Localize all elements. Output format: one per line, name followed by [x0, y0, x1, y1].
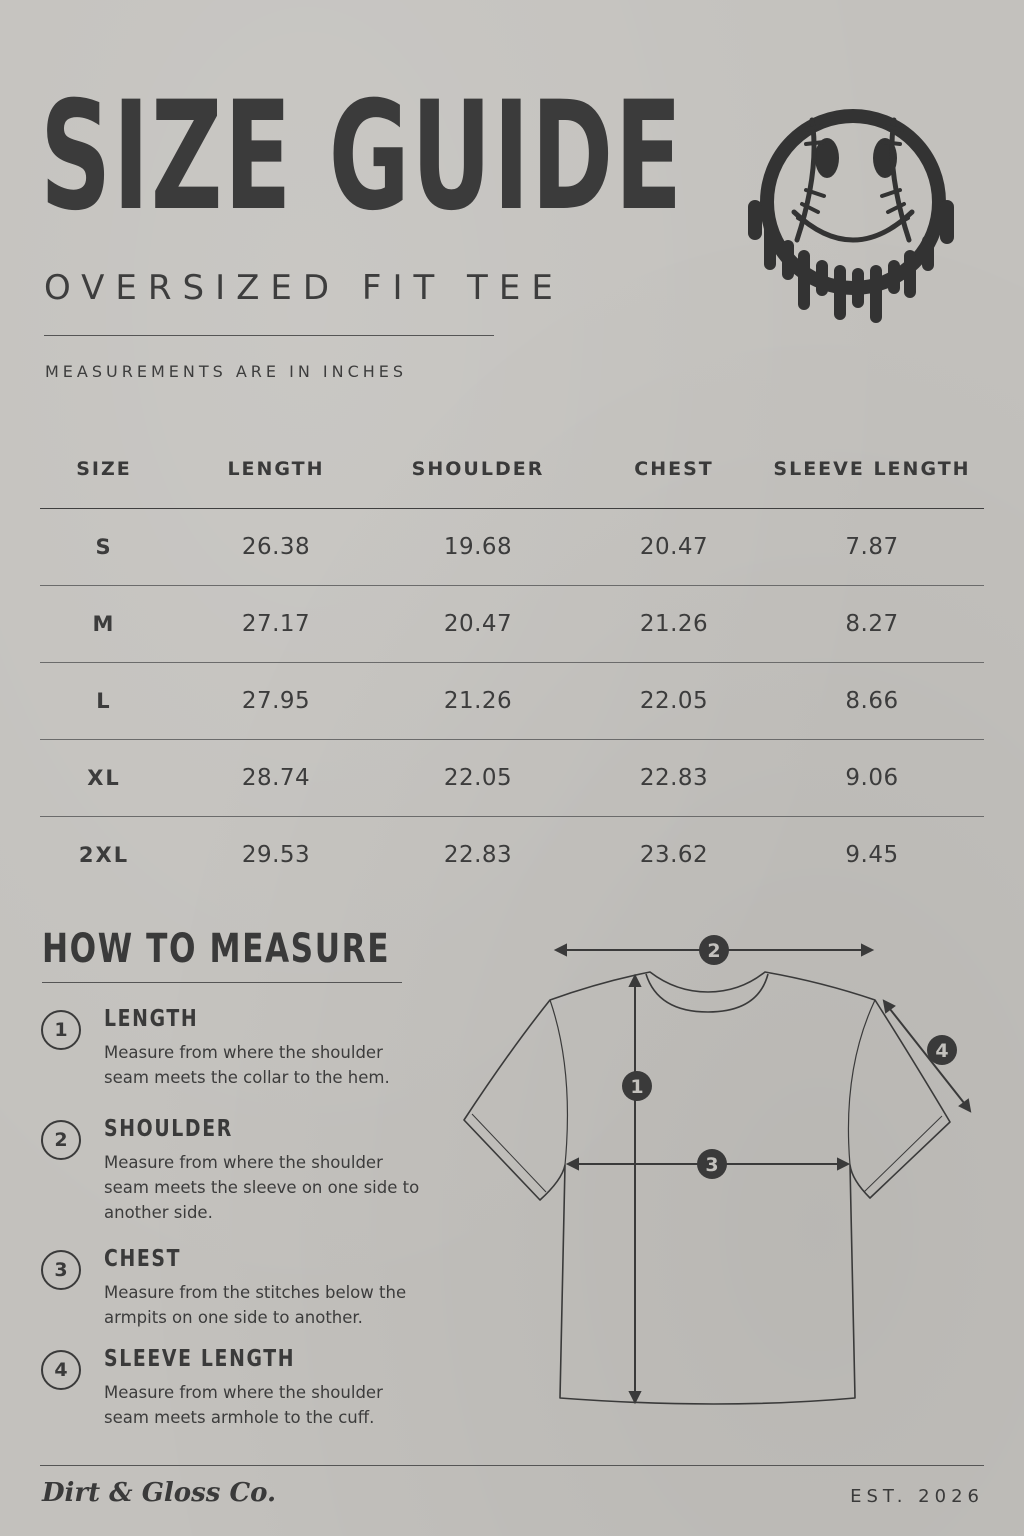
tshirt-outline	[464, 972, 950, 1404]
diagram-marker-2	[699, 935, 729, 965]
shoulder-cell: 21.26	[443, 688, 513, 714]
diagram-marker-3	[697, 1149, 727, 1179]
diagram-marker-1	[622, 1071, 652, 1101]
step-description: Measure from where the shoulder seam meets the sleeve on one side to another side.	[104, 1153, 420, 1222]
size-cell: XL	[87, 766, 121, 790]
size-cell: 2XL	[78, 843, 130, 867]
step-heading: CHEST	[104, 1246, 182, 1272]
step-heading: SHOULDER	[104, 1116, 233, 1142]
sleeve-length-cell: 8.27	[845, 611, 899, 637]
size-cell: M	[92, 612, 116, 636]
sleeve-length-cell: 9.45	[845, 842, 899, 868]
table-row	[40, 663, 984, 740]
column-header-shoulder: SHOULDER	[411, 458, 545, 480]
table-row	[40, 817, 984, 893]
footer-divider	[40, 1465, 984, 1466]
column-header-chest: CHEST	[634, 458, 714, 480]
column-header-size: SIZE	[76, 458, 132, 480]
length-cell: 26.38	[241, 534, 311, 560]
length-cell: 27.17	[241, 611, 311, 637]
length-cell: 28.74	[241, 765, 311, 791]
step-description: Measure from where the shoulder seam meets the collar to the hem.	[104, 1043, 390, 1087]
chest-cell: 22.83	[639, 765, 709, 791]
shoulder-cell: 22.83	[443, 842, 513, 868]
svg-text:1: 1	[630, 1076, 644, 1098]
tshirt-measurement-diagram	[450, 930, 990, 1420]
table-row	[40, 740, 984, 817]
length-cell: 29.53	[241, 842, 311, 868]
step-number-badge: 4	[41, 1350, 81, 1390]
step-heading: LENGTH	[104, 1006, 199, 1032]
step-heading: SLEEVE LENGTH	[104, 1346, 296, 1372]
column-header-length: LENGTH	[227, 458, 325, 480]
sleeve-length-cell: 8.66	[845, 688, 899, 714]
svg-text:4: 4	[935, 1040, 949, 1062]
brand-logo-text: Dirt & Gloss Co.	[42, 1478, 277, 1508]
step-number-badge: 3	[41, 1250, 81, 1290]
how-to-measure-title: HOW TO MEASURE	[42, 926, 391, 972]
chest-cell: 21.26	[639, 611, 709, 637]
chest-cell: 20.47	[639, 534, 709, 560]
sleeve-length-cell: 7.87	[845, 534, 899, 560]
step-description: Measure from where the shoulder seam meets armhole to the cuff.	[104, 1383, 383, 1427]
size-table	[40, 432, 984, 893]
how-to-measure-divider	[42, 982, 402, 983]
size-cell: L	[96, 689, 112, 713]
dripping-smiley-baseball-icon	[742, 100, 964, 330]
established-year: EST. 2026	[850, 1486, 984, 1507]
shoulder-cell: 22.05	[443, 765, 513, 791]
page-subtitle: OVERSIZED FIT TEE	[44, 268, 564, 308]
table-row	[40, 509, 984, 586]
shoulder-cell: 20.47	[443, 611, 513, 637]
size-cell: S	[95, 535, 113, 559]
sleeve-length-cell: 9.06	[845, 765, 899, 791]
step-number-badge: 2	[41, 1120, 81, 1160]
step-number-badge: 1	[41, 1010, 81, 1050]
chest-cell: 22.05	[639, 688, 709, 714]
diagram-marker-4	[927, 1035, 957, 1065]
chest-cell: 23.62	[639, 842, 709, 868]
units-note: MEASUREMENTS ARE IN INCHES	[45, 362, 408, 381]
svg-text:2: 2	[707, 940, 721, 962]
length-cell: 27.95	[241, 688, 311, 714]
table-row	[40, 586, 984, 663]
table-header	[40, 432, 984, 509]
shoulder-cell: 19.68	[443, 534, 513, 560]
step-description: Measure from the stitches below the armpits on one side to another.	[104, 1283, 407, 1327]
title-divider	[44, 335, 494, 336]
column-header-sleeve-length: SLEEVE LENGTH	[773, 458, 971, 480]
tshirt-collar	[646, 974, 768, 1012]
svg-text:3: 3	[705, 1154, 719, 1176]
page-title: SIZE GUIDE	[40, 70, 684, 244]
